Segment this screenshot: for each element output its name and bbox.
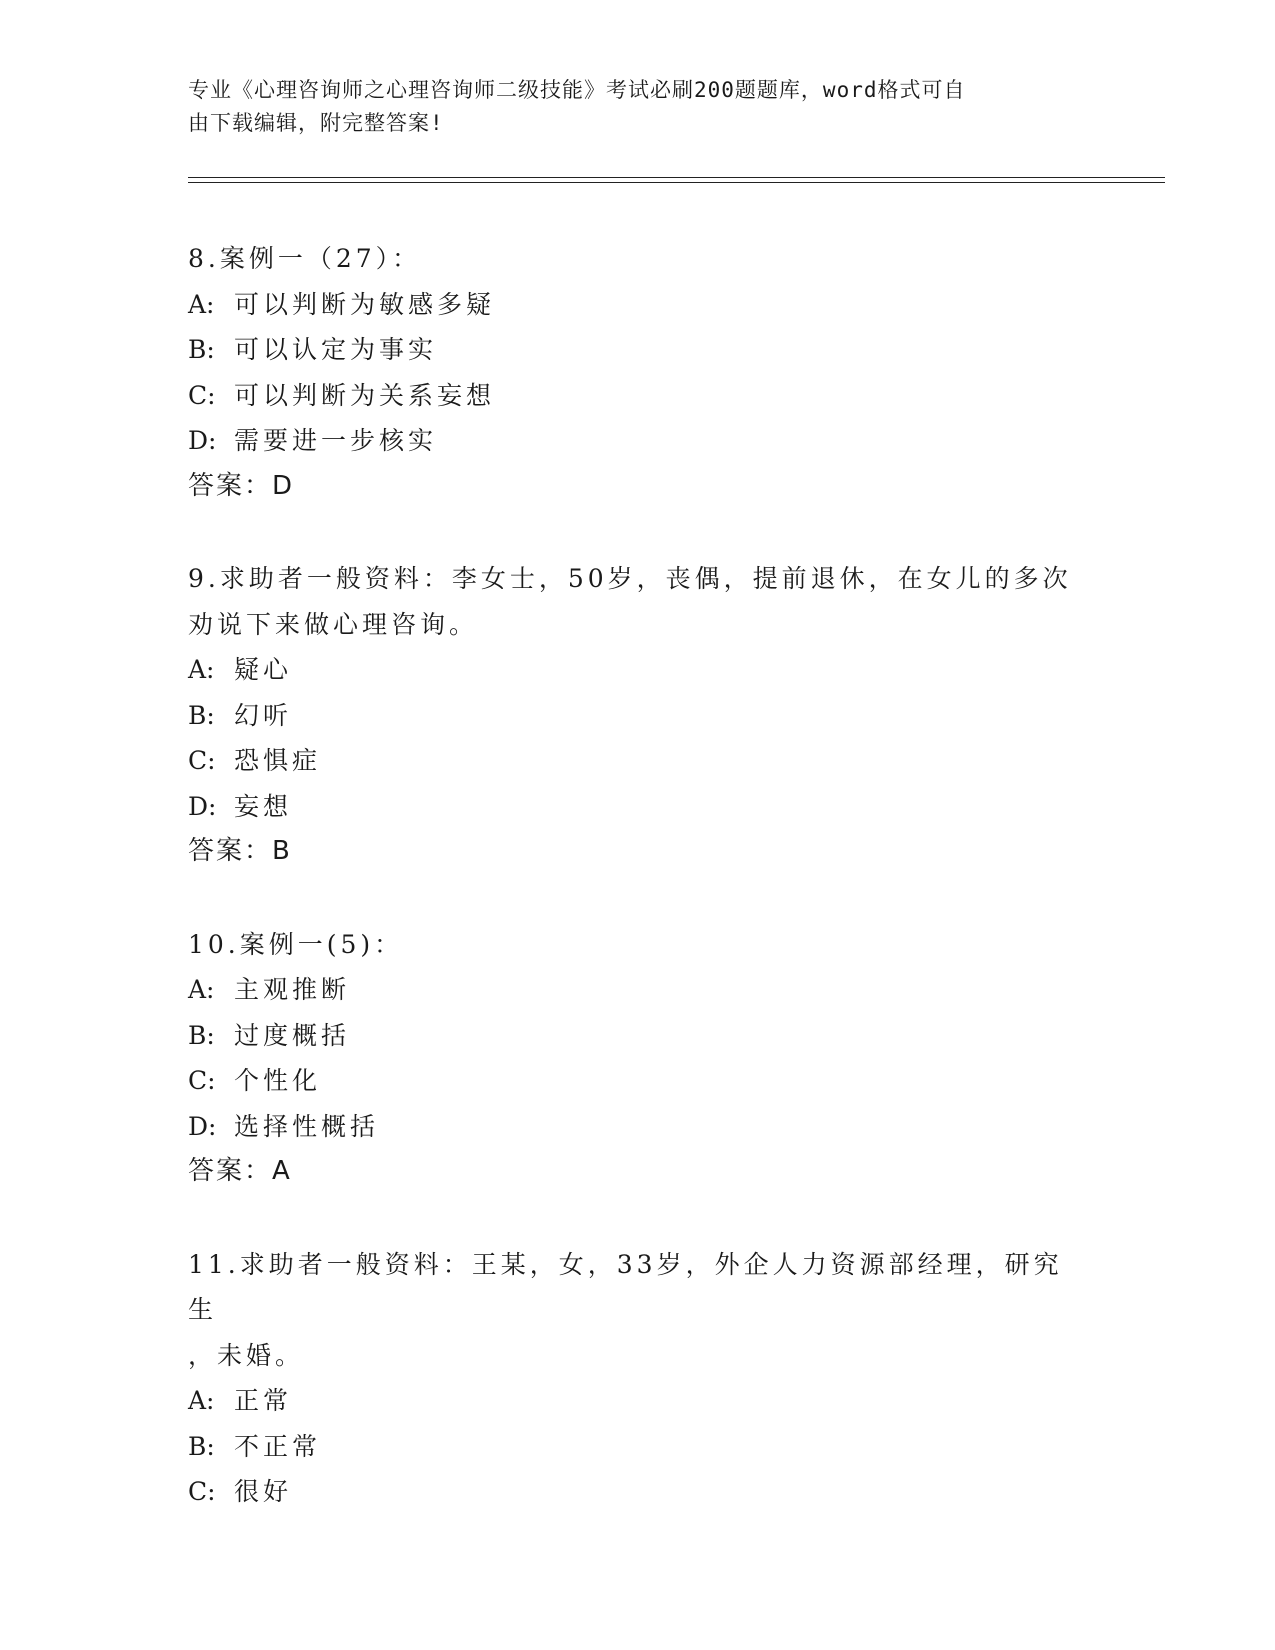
option-text: 可以认定为事实 bbox=[234, 335, 438, 364]
option-key: D: bbox=[188, 791, 217, 821]
option-text: 很好 bbox=[234, 1477, 293, 1506]
answer-option bbox=[188, 693, 1088, 739]
answer-option bbox=[188, 1378, 1088, 1424]
document-header bbox=[188, 74, 1068, 140]
question-stem-line: ，未婚。 bbox=[188, 1340, 305, 1370]
option-text: 主观推断 bbox=[234, 975, 351, 1004]
question-stem-line: 8.案例一（27）： bbox=[188, 244, 422, 273]
option-text: 疑心 bbox=[234, 655, 293, 684]
answer-option bbox=[188, 418, 1088, 464]
option-text: 正常 bbox=[234, 1386, 293, 1415]
header-rule-top bbox=[188, 177, 1165, 178]
option-text: 选择性概括 bbox=[234, 1111, 380, 1141]
option-key: B: bbox=[188, 1020, 215, 1050]
answer-line: 答案：A bbox=[188, 1156, 292, 1186]
option-key: B: bbox=[188, 335, 215, 364]
option-text: 不正常 bbox=[234, 1431, 322, 1461]
option-text: 幻听 bbox=[234, 700, 293, 730]
option-text: 恐惧症 bbox=[234, 746, 322, 775]
answer-option bbox=[188, 327, 1088, 373]
option-key: D: bbox=[188, 426, 217, 455]
question-block bbox=[188, 556, 1088, 875]
answer-option bbox=[188, 1058, 1088, 1104]
option-text: 需要进一步核实 bbox=[234, 426, 438, 455]
answer-option bbox=[188, 647, 1088, 693]
option-text: 过度概括 bbox=[234, 1020, 351, 1050]
answer-option bbox=[188, 1013, 1088, 1059]
option-text: 妄想 bbox=[234, 791, 293, 821]
option-key: A: bbox=[188, 289, 215, 319]
option-key: A: bbox=[188, 975, 215, 1004]
answer-line: 答案：B bbox=[188, 836, 292, 866]
option-key: C: bbox=[188, 380, 216, 410]
question-stem-line: 11.求助者一般资料：王某，女，33岁，外企人力资源部经理，研究生 bbox=[188, 1249, 1063, 1324]
answer-option bbox=[188, 1424, 1088, 1470]
answer-option bbox=[188, 282, 1088, 328]
question-block bbox=[188, 236, 1088, 509]
answer-option bbox=[188, 373, 1088, 419]
option-key: C: bbox=[188, 746, 216, 775]
question-stem-line: 10.案例一(5)： bbox=[188, 929, 404, 959]
option-key: B: bbox=[188, 1431, 215, 1461]
question-block bbox=[188, 1242, 1088, 1515]
answer-option bbox=[188, 1104, 1088, 1150]
option-key: A: bbox=[188, 655, 215, 684]
question-list bbox=[188, 236, 1088, 1562]
answer-option bbox=[188, 738, 1088, 784]
option-key: A: bbox=[188, 1386, 215, 1415]
option-key: B: bbox=[188, 700, 215, 730]
option-text: 个性化 bbox=[234, 1066, 322, 1095]
question-stem-line: 9.求助者一般资料：李女士，50岁，丧偶，提前退休，在女儿的多次 bbox=[188, 564, 1072, 593]
option-key: D: bbox=[188, 1111, 217, 1141]
header-line-2: 由下载编辑，附完整答案! bbox=[188, 111, 444, 135]
header-rule-bottom bbox=[188, 182, 1165, 183]
answer-option bbox=[188, 1469, 1088, 1515]
option-key: C: bbox=[188, 1477, 216, 1506]
header-line-1: 专业《心理咨询师之心理咨询师二级技能》考试必刷200题题库，word格式可自 bbox=[188, 78, 966, 102]
answer-option bbox=[188, 784, 1088, 830]
option-key: C: bbox=[188, 1066, 216, 1095]
answer-option bbox=[188, 967, 1088, 1013]
question-block bbox=[188, 922, 1088, 1195]
option-text: 可以判断为敏感多疑 bbox=[234, 289, 496, 319]
answer-line: 答案：D bbox=[188, 470, 295, 501]
option-text: 可以判断为关系妄想 bbox=[234, 380, 496, 410]
question-stem-line: 劝说下来做心理咨询。 bbox=[188, 609, 479, 639]
